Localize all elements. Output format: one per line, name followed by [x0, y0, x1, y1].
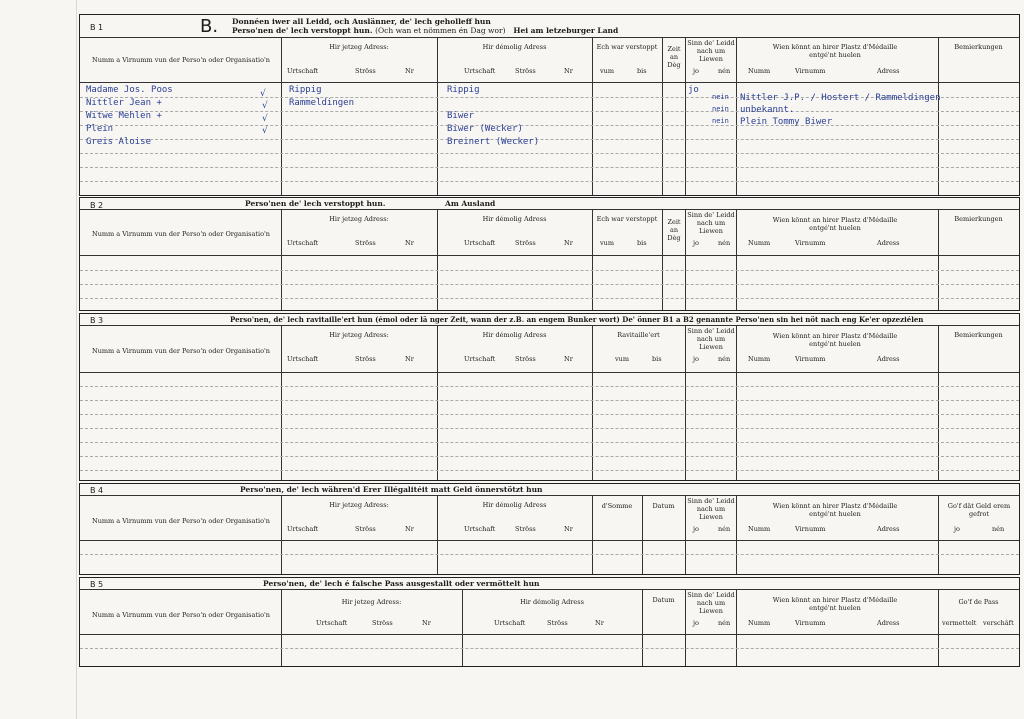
page-fold [76, 0, 77, 719]
entry-addr-then: Biwer [447, 111, 475, 121]
check-mark-icon: √ [262, 101, 268, 111]
sub-vum: vum [600, 239, 615, 247]
b5-entries-field[interactable] [80, 635, 1019, 666]
sub-stross: Ströss [355, 239, 376, 247]
col-remarks: Bemierkungen [954, 215, 1003, 223]
col-hidden: Ech war verstoppt [596, 215, 658, 223]
entry-name: Plein [86, 124, 114, 134]
sub-numm: Numm [748, 355, 771, 363]
section-b1 [79, 14, 1020, 196]
sub-ortschaft: Urtschaft [316, 619, 348, 627]
sub-adress: Adress [877, 525, 900, 533]
sub-vermettelt: vermettelt [942, 619, 977, 627]
col-hidden: Ech war verstoppt [596, 43, 658, 51]
sub-nen: nén [718, 525, 731, 533]
col-remarks: Bemierkungen [954, 331, 1003, 339]
sub-stross: Ströss [355, 67, 376, 75]
sub-ortschaft: Urtschaft [287, 355, 319, 363]
section-title: Perso'nen, de' lech währen'd Erer Illégalitéit matt Geld önnerstötzt hun [240, 485, 543, 494]
col-somme: d'Somme [601, 502, 633, 510]
addr-now-field[interactable] [281, 83, 437, 195]
section-title: Perso'nen, de' lech ravitaille'ert hun (émol oder lä nger Zeit, wann der z.B. an engem Bunker wort) De' önner B1 a B2 genannte Perso'nen sin hei nöt nach eng Ke'er opzeziélen [230, 315, 924, 324]
addr-then-field[interactable] [437, 83, 592, 195]
sub-bis: bis [652, 355, 662, 363]
sub-nr: Nr [564, 239, 573, 247]
sub-numm: Numm [748, 67, 771, 75]
col-name: Numm a Virnumm vun der Perso'n oder Organisatio'n [92, 56, 270, 64]
col-addr-then: Hir démolig Adress [482, 331, 547, 339]
sub-nr: Nr [422, 619, 431, 627]
entry-alive-nen: nein [712, 105, 729, 113]
sub-adress: Adress [877, 619, 900, 627]
sub-nen: nén [718, 355, 731, 363]
entry-alive-nen: nein [712, 93, 729, 101]
col-datum: Datum [652, 502, 675, 510]
entry-name: Greis Aloise [86, 137, 152, 147]
sub-stross: Ströss [515, 525, 536, 533]
sub-ortschaft: Urtschaft [464, 67, 496, 75]
entry-addr-now: Rippig [289, 85, 322, 95]
col-name: Numm a Virnumm vun der Perso'n oder Organisatio'n [92, 611, 270, 619]
sub-adress: Adress [877, 239, 900, 247]
col-witness: Wien könnt an hirer Plastz d'Médaille entgé'nt huelen [772, 332, 898, 348]
sub-nen: nén [718, 239, 731, 247]
entry-witness: Plein Tommy Biwer [740, 117, 833, 127]
sub-nr: Nr [595, 619, 604, 627]
sub-nr: Nr [405, 67, 414, 75]
col-name: Numm a Virnumm vun der Perso'n oder Organisatio'n [92, 517, 270, 525]
col-alive: Sinn de' Leidd nach um Liewen [687, 497, 735, 521]
sub-jo: jo [693, 239, 699, 247]
alive-field[interactable] [686, 83, 736, 195]
section-b3 [79, 313, 1020, 481]
col-time: Zeit an Dèg [667, 45, 681, 69]
col-witness: Wien könnt an hirer Plastz d'Médaille entgé'nt huelen [772, 43, 898, 59]
b4-entries-field[interactable] [80, 541, 1019, 574]
section-id: B 5 [90, 580, 104, 589]
col-witness: Wien könnt an hirer Plastz d'Médaille entgé'nt huelen [772, 596, 898, 612]
sub-numm: Numm [748, 239, 771, 247]
sub-nen: nén [992, 525, 1005, 533]
entry-witness: Nittler J.P. / Hostert / Rammeldingen [740, 93, 941, 103]
remarks-field[interactable] [938, 83, 1019, 195]
sub-adress: Adress [877, 355, 900, 363]
sub-ortschaft: Urtschaft [464, 239, 496, 247]
b3-entries-field[interactable] [80, 373, 1019, 480]
section-b5 [79, 577, 1020, 667]
entry-name: Nittler Jean + [86, 98, 162, 108]
col-pass: Go'f de Pass [958, 598, 999, 606]
sub-nr: Nr [564, 525, 573, 533]
sub-virnumm: Virnumm [795, 355, 826, 363]
sub-ortschaft: Urtschaft [287, 67, 319, 75]
form-letter: B. [200, 16, 219, 37]
entry-name: Madame Jos. Poos [86, 85, 173, 95]
col-witness: Wien könnt an hirer Plastz d'Médaille entgé'nt huelen [772, 216, 898, 232]
entry-alive-nen: nein [712, 117, 729, 125]
col-alive: Sinn de' Leidd nach um Liewen [687, 211, 735, 235]
col-addr-then: Hir démolig Adress [482, 501, 547, 509]
section-title-b: Am Ausland [445, 199, 496, 208]
sub-stross: Ströss [515, 355, 536, 363]
section-title: Perso'nen, de' lech é falsche Pass ausgestallt oder vermöttelt hun [263, 579, 540, 588]
sub-stross: Ströss [515, 67, 536, 75]
section-title: Perso'nen de' lech verstoppt hun. [245, 199, 386, 208]
entry-addr-then: Breinert (Wecker) [447, 137, 540, 147]
b2-entries-field[interactable] [80, 256, 1019, 310]
sub-jo: jo [693, 355, 699, 363]
col-addr-then: Hir démolig Adress [520, 598, 584, 606]
sub-adress: Adress [877, 67, 900, 75]
sub-verschaft: verschâft [983, 619, 1014, 627]
names-field[interactable] [80, 83, 281, 195]
sub-nr: Nr [564, 355, 573, 363]
sub-virnumm: Virnumm [795, 67, 826, 75]
col-addr-now: Hir jetzeg Adress: [329, 331, 389, 339]
col-money-back: Go'f dät Geld erem gefrot [947, 502, 1011, 518]
section-id: B 3 [90, 316, 104, 325]
sub-virnumm: Virnumm [795, 619, 826, 627]
col-alive: Sinn de' Leidd nach um Liewen [687, 591, 735, 615]
col-remarks: Bemierkungen [954, 43, 1003, 51]
section-title-2: Perso'nen de' lech verstoppt hun. (Och wan et nömmen én Dag wor) Hei am letzeburger Land [232, 26, 619, 35]
sub-nr: Nr [564, 67, 573, 75]
sub-vum: vum [615, 355, 630, 363]
sub-stross: Ströss [355, 355, 376, 363]
col-addr-then: Hir démolig Adress [482, 215, 547, 223]
sub-virnumm: Virnumm [795, 239, 826, 247]
col-addr-now: Hir jetzeg Adress: [329, 215, 389, 223]
sub-virnumm: Virnumm [795, 525, 826, 533]
sub-nen: nén [718, 619, 731, 627]
witness-field[interactable] [736, 83, 941, 195]
entry-addr-now: Rammeldingen [289, 98, 355, 108]
entry-alive-jo: jo [688, 85, 699, 95]
sub-ortschaft: Urtschaft [464, 525, 496, 533]
entry-addr-then: Biwer (Wecker) [447, 124, 523, 134]
sub-ortschaft: Urtschaft [494, 619, 526, 627]
sub-ortschaft: Urtschaft [287, 525, 319, 533]
col-addr-now: Hir jetzeg Adress: [329, 43, 389, 51]
section-id: B 2 [90, 201, 104, 210]
col-name: Numm a Virnumm vun der Perso'n oder Organisatio'n [92, 230, 270, 238]
section-id: B 1 [90, 23, 104, 32]
col-alive: Sinn de' Leidd nach um Liewen [687, 39, 735, 63]
entry-witness: unbekannt. [740, 105, 795, 115]
col-addr-then: Hir démolig Adress [482, 43, 547, 51]
check-mark-icon: √ [262, 114, 268, 124]
sub-ortschaft: Urtschaft [287, 239, 319, 247]
col-time: Zeit an Dèg [667, 218, 681, 242]
check-mark-icon: √ [260, 89, 266, 99]
sub-stross: Ströss [372, 619, 393, 627]
col-datum: Datum [652, 596, 675, 604]
section-b2 [79, 197, 1020, 311]
sub-nr: Nr [405, 239, 414, 247]
sub-stross: Ströss [355, 525, 376, 533]
sub-numm: Numm [748, 619, 771, 627]
sub-jo: jo [693, 525, 699, 533]
section-id: B 4 [90, 486, 104, 495]
sub-jo: jo [693, 67, 699, 75]
sub-nr: Nr [405, 355, 414, 363]
check-mark-icon: √ [262, 126, 268, 136]
sub-ortschaft: Urtschaft [464, 355, 496, 363]
sub-bis: bis [637, 67, 647, 75]
entry-name: Witwe Mehlen + [86, 111, 162, 121]
col-addr-now: Hir jetzeg Adress: [341, 598, 402, 606]
col-alive: Sinn de' Leidd nach um Liewen [687, 327, 735, 351]
section-title: Donnéen iwer all Leidd, och Auslänner, de' lech geholleff hun [232, 17, 491, 26]
section-b4 [79, 483, 1020, 575]
sub-stross: Ströss [547, 619, 568, 627]
col-addr-now: Hir jetzeg Adress: [329, 501, 389, 509]
sub-stross: Ströss [515, 239, 536, 247]
sub-jo: jo [693, 619, 699, 627]
sub-nr: Nr [405, 525, 414, 533]
col-ravit: Ravitaille'ert [617, 331, 660, 339]
sub-vum: vum [600, 67, 615, 75]
col-name: Numm a Virnumm vun der Perso'n oder Organisatio'n [92, 347, 270, 355]
col-witness: Wien könnt an hirer Plastz d'Médaille entgé'nt huelen [772, 502, 898, 518]
sub-nen: nén [718, 67, 731, 75]
entry-addr-then: Rippig [447, 85, 480, 95]
sub-bis: bis [637, 239, 647, 247]
sub-numm: Numm [748, 525, 771, 533]
sub-jo: jo [954, 525, 960, 533]
